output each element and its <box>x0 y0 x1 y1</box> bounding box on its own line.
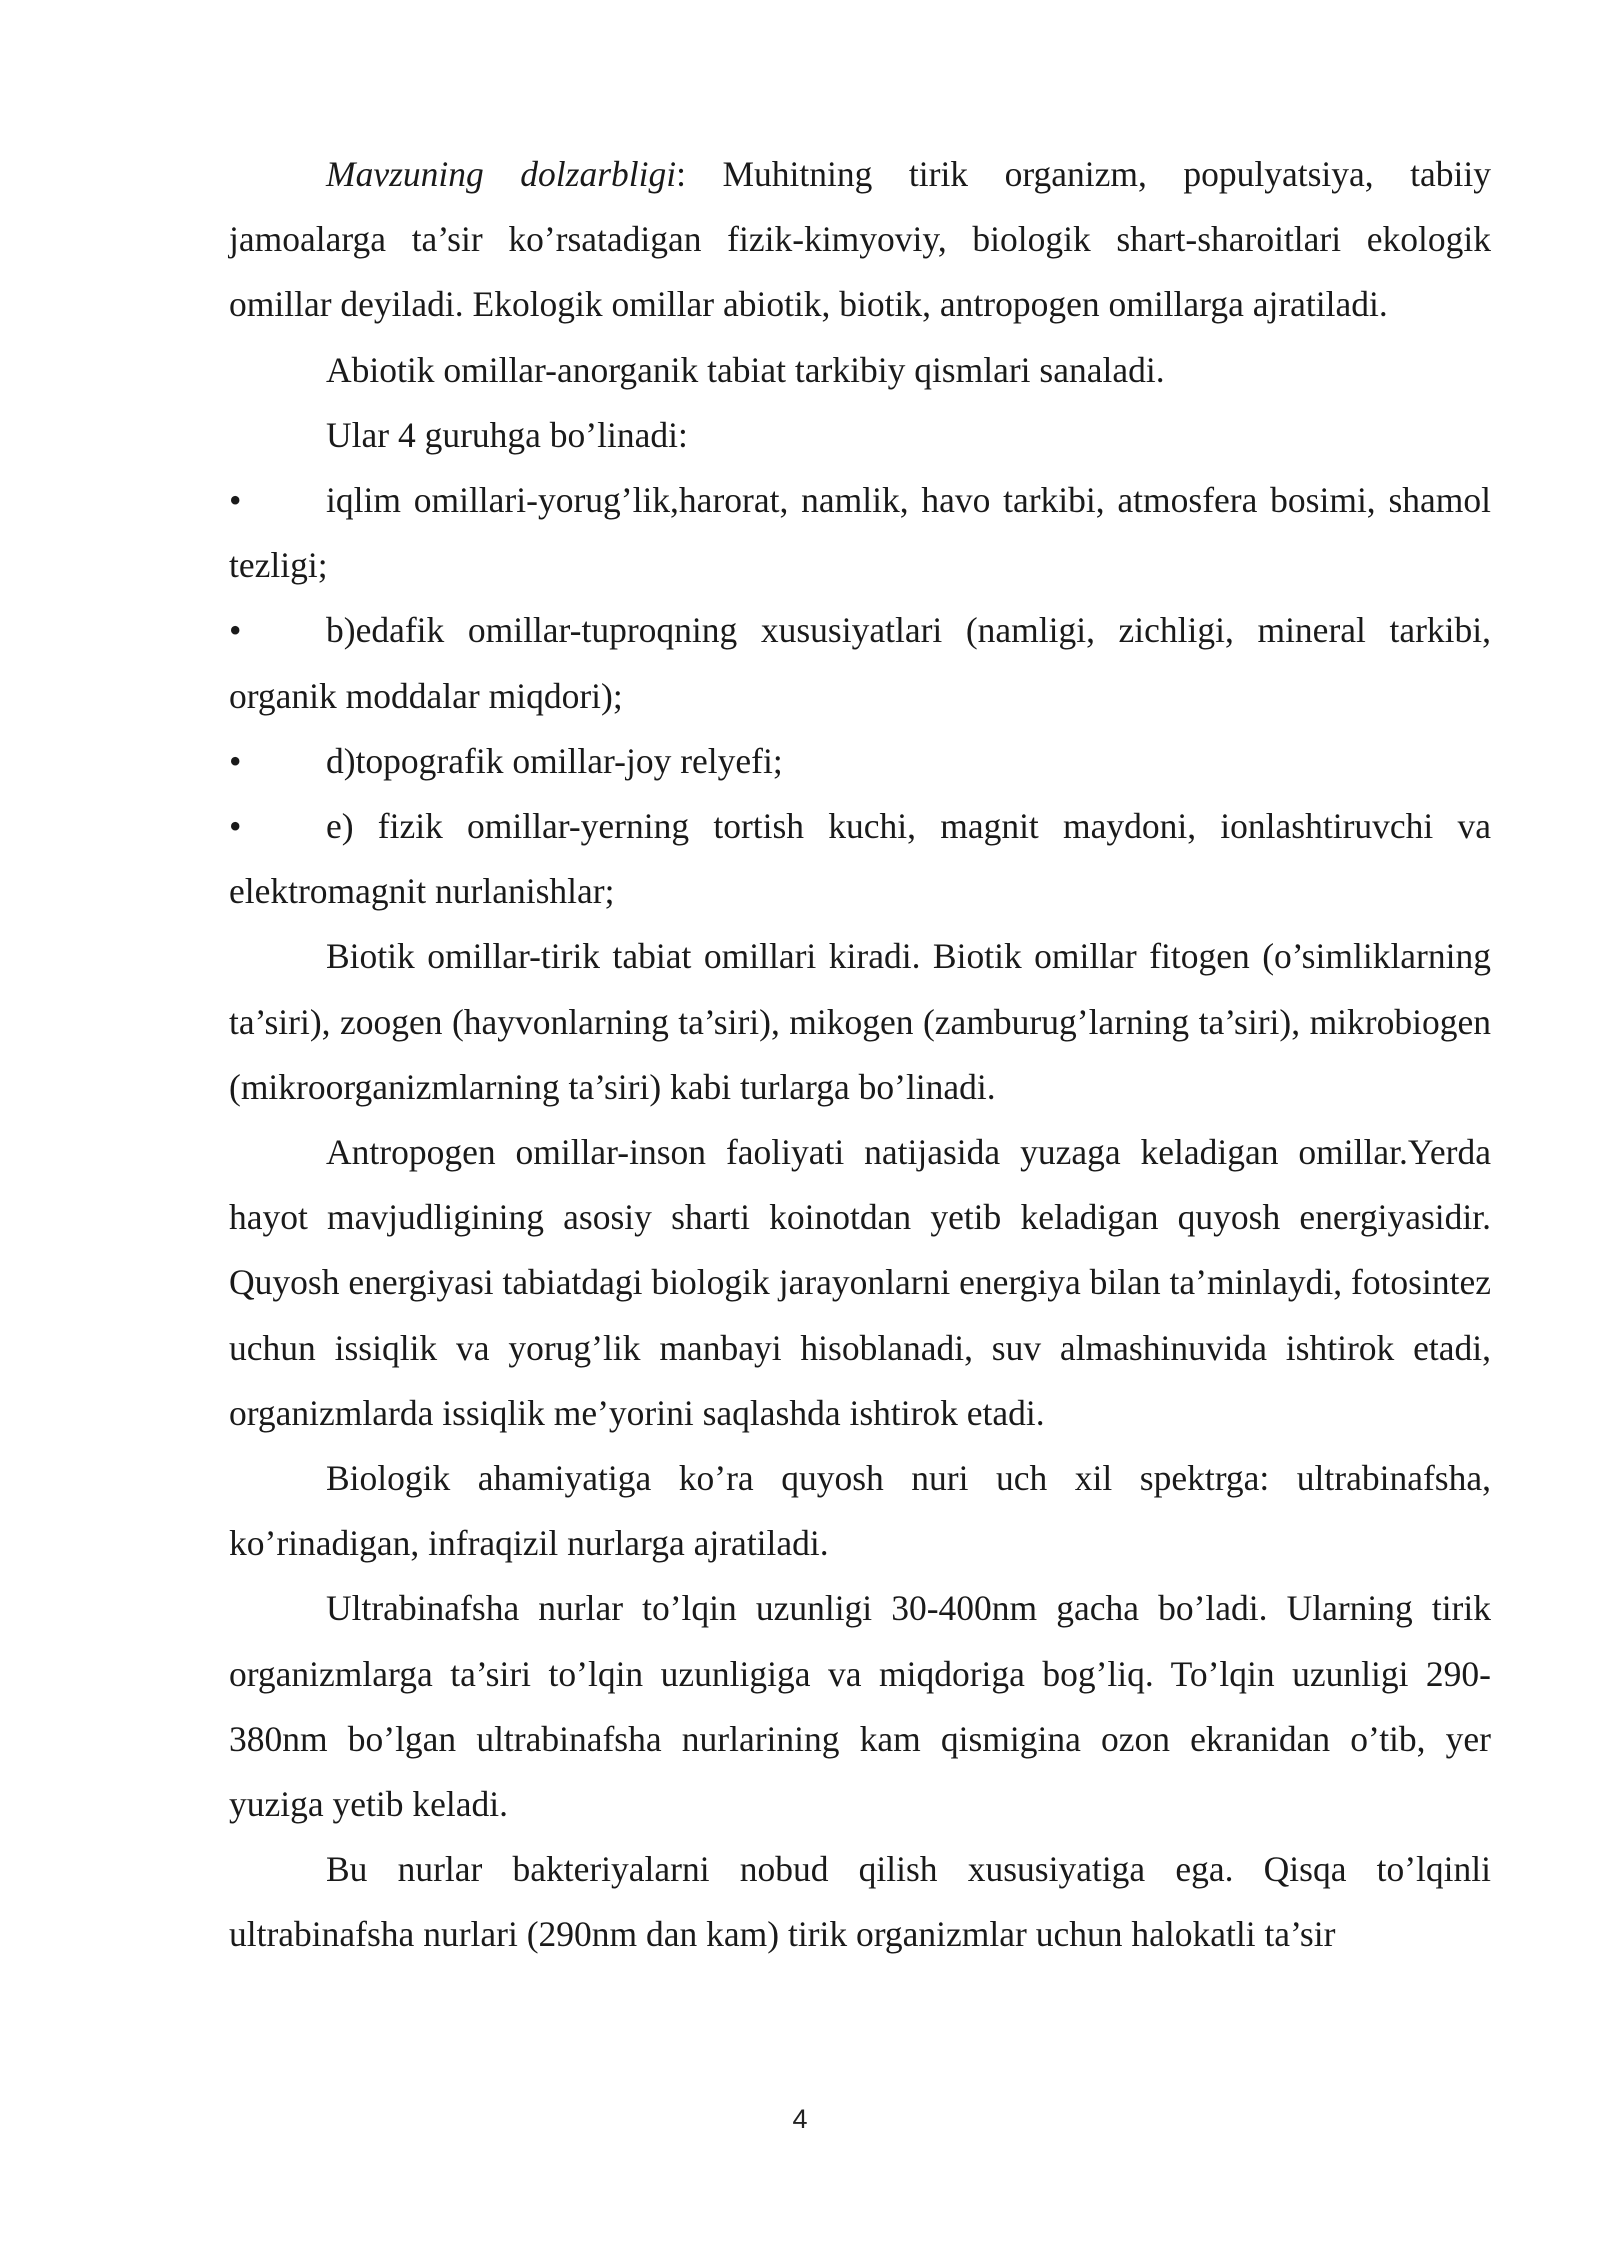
intro-paragraph <box>229 142 1491 338</box>
bullet-text: e) fizik omillar-yerning tortish kuchi, magnit maydoni, ionlashtiruvchi va elektromagnit nurlanishlar; <box>229 806 1491 912</box>
bullet-text: b)edafik omillar-tuproqning xususiyatlari (namligi, zichligi, mineral tarkibi, organik moddalar miqdori); <box>229 610 1491 716</box>
biotic-paragraph: Biotik omillar-tirik tabiat omillari kiradi. Biotik omillar fitogen (o’simliklarning ta’siri), zoogen (hayvonlarning ta’siri), mikogen (zamburug’larning ta’siri), mikrobiogen (mikroorganizmlarning ta’siri) kabi turlarga bo’linadi. <box>229 936 1491 1107</box>
intro-colon: : <box>676 154 686 194</box>
document-page <box>229 142 1491 1968</box>
bullet-text: d)topografik omillar-joy relyefi; <box>326 740 783 781</box>
anthropogenic-paragraph: Antropogen omillar-inson faoliyati natijasida yuzaga keladigan omillar.Yerda hayot mavjudligining asosiy sharti koinotdan yetib keladigan quyosh energiyasidir. Quyosh energiyasi tabiatdagi biologik jarayonlarni energiya bilan ta’minlaydi, fotosintez uchun issiqlik va yorug’lik manbayi hisoblanadi, suv almashinuvida ishtirok etadi, organizmlarda issiqlik me’yorini saqlashda ishtirok etadi. <box>229 1132 1491 1433</box>
ultraviolet-paragraph: Ultrabinafsha nurlar to’lqin uzunligi 30-400nm gacha bo’ladi. Ularning tirik organizmlarga ta’siri to’lqin uzunligiga va miqdoriga bog’liq. To’lqin uzunligi 290-380nm bo’lgan ultrabinafsha nurlarining kam qismigina ozon ekranidan o’tib, yer yuziga yetib keladi. <box>229 1588 1491 1825</box>
intro-text: Muhitning tirik organizm, populyatsiya, tabiiy jamoalarga ta’sir ko’rsatadigan fizik-kimyoviy, biologik shart-sharoitlari ekologik omillar deyiladi. Ekologik omillar abiotik, biotik, antropogen omillarga ajratiladi. <box>229 154 1492 325</box>
bullet-item-edaphic <box>229 598 1491 728</box>
bullet-icon: • <box>229 806 242 847</box>
topic-relevance-label: Mavzuning dolzarbligi <box>326 154 677 194</box>
bullet-icon: • <box>229 480 242 521</box>
bacteria-paragraph: Bu nurlar bakteriyalarni nobud qilish xususiyatiga ega. Qisqa to’lqinli ultrabinafsha nurlari (290nm dan kam) tirik organizmlar uchun halokatli ta’sir <box>229 1849 1491 1955</box>
bullet-icon: • <box>229 610 242 651</box>
bullet-icon: • <box>229 740 242 781</box>
bullet-item-physical <box>229 794 1491 924</box>
bullet-item-climate <box>229 468 1491 598</box>
bullet-text: iqlim omillari-yorug’lik,harorat, namlik, havo tarkibi, atmosfera bosimi, shamol tezligi; <box>229 480 1491 586</box>
groups-intro-paragraph: Ular 4 guruhga bo’linadi: <box>326 414 688 455</box>
page-number: 4 <box>792 2104 808 2134</box>
abiotic-definition-paragraph: Abiotik omillar-anorganik tabiat tarkibiy qismlari sanaladi. <box>326 349 1165 390</box>
spectrum-paragraph: Biologik ahamiyatiga ko’ra quyosh nuri uch xil spektrga: ultrabinafsha, ko’rinadigan, infraqizil nurlarga ajratiladi. <box>229 1458 1491 1564</box>
bullet-item-topographic <box>229 729 1491 794</box>
